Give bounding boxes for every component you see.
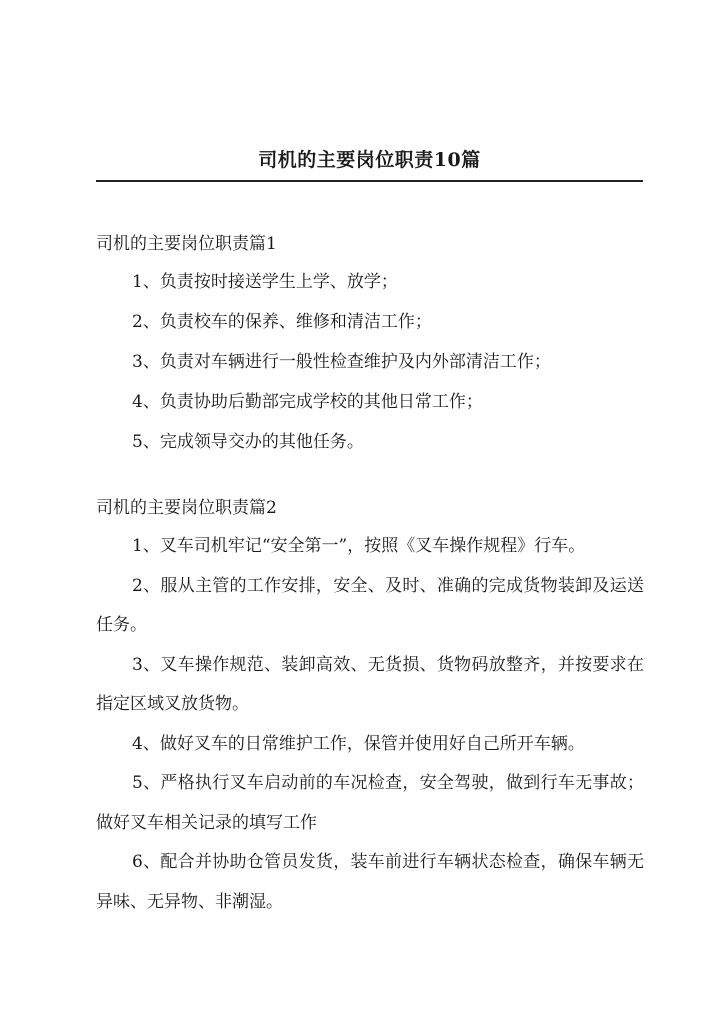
list-item: 2、负责校车的保养、维修和清洁工作； [132,312,432,332]
document-title: 司机的主要岗位职责10篇 [258,149,481,171]
list-item: 1、叉车司机牢记“安全第一”，按照《叉车操作规程》行车。 [132,536,586,556]
section-heading: 司机的主要岗位职责篇1 [96,234,277,254]
list-item: 3、叉车操作规范、装卸高效、无货损、货物码放整齐，并按要求在指定区域叉放货物。 [96,654,644,714]
list-item: 4、做好叉车的日常维护工作，保管并使用好自己所开车辆。 [132,733,585,754]
list-item: 5、严格执行叉车启动前的车况检查，安全驾驶，做到行车无事故；做好叉车相关记录的填写工作 [96,773,644,833]
duty-list [96,262,656,462]
list-item: 3、负责对车辆进行一般性检查维护及内外部清洁工作； [132,352,551,372]
list-item: 2、服从主管的工作安排，安全、及时、准确的完成货物装卸及运送任务。 [96,575,644,635]
section-1 [96,226,656,462]
list-item: 5、完成领导交办的其他任务。 [132,432,364,452]
section-heading: 司机的主要岗位职责篇2 [96,498,277,518]
list-item: 1、负责按时接送学生上学、放学； [132,272,398,292]
section-2 [96,489,644,922]
title-underline-rule [96,180,643,182]
list-item: 6、配合并协助仓管员发货，装车前进行车辆状态检查，确保车辆无异味、无异物、非潮湿。 [96,852,644,912]
duty-list [96,527,644,922]
list-item: 4、负责协助后勤部完成学校的其他日常工作； [132,392,483,412]
